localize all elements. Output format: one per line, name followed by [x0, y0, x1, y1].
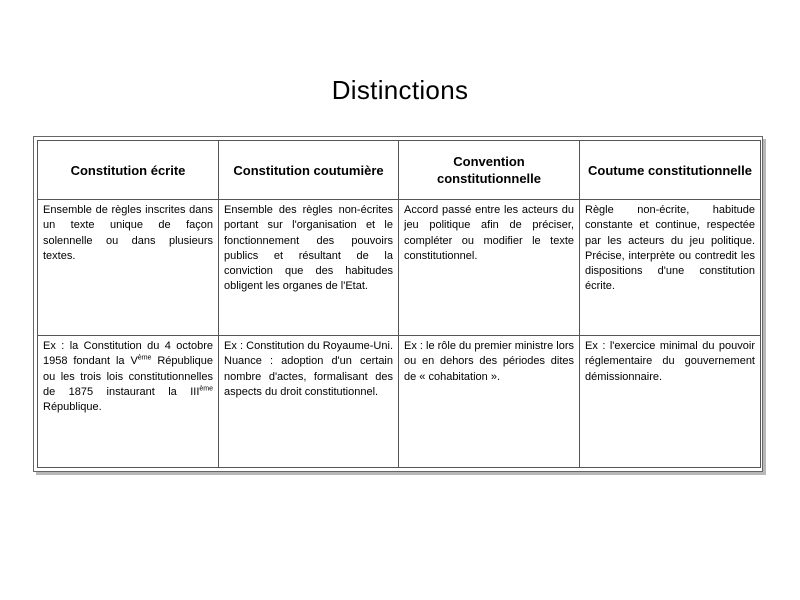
definition-convention-constitutionnelle: Accord passé entre les acteurs du jeu politique afin de préciser, compléter ou modifier le texte constitutionnel.: [399, 200, 580, 336]
header-convention-constitutionnelle: Convention constitutionnelle: [399, 141, 580, 200]
example-text-part: Ex : la Constitution du 4 octobre 1958 fondant la V: [43, 340, 213, 368]
distinctions-table: [37, 140, 761, 468]
example-convention-constitutionnelle: Ex : le rôle du premier ministre lors ou en dehors des périodes dites de « cohabitation ».: [399, 336, 580, 468]
header-coutume-constitutionnelle: Coutume constitutionnelle: [580, 141, 761, 200]
example-constitution-coutumiere: Ex : Constitution du Royaume-Uni. Nuance : adoption d'un certain nombre d'actes, formalisant des aspects du droit constitutionnel.: [219, 336, 399, 468]
definition-coutume-constitutionnelle: Règle non-écrite, habitude constante et continue, respectée par les acteurs du jeu politique. Précise, interprète ou contredit les dispositions d'une constitution écrite.: [580, 200, 761, 336]
page-title: Distinctions: [331, 75, 469, 106]
example-constitution-ecrite: [38, 336, 219, 468]
superscript-ordinal: ème: [199, 385, 213, 393]
superscript-ordinal: ème: [137, 354, 152, 362]
table-row-definitions: [38, 200, 761, 336]
example-text-part: République ou les trois lois constitutionnelles de 1875 instaurant la III: [43, 355, 213, 398]
distinctions-table-frame: [33, 136, 763, 472]
definition-constitution-coutumiere: Ensemble des règles non-écrites portant sur l'organisation et le fonctionnement des pouvoirs publics et résultant de la conviction que des habitudes obligent les organes de l'Etat.: [219, 200, 399, 336]
example-coutume-constitutionnelle: Ex : l'exercice minimal du pouvoir réglementaire du gouvernement démissionnaire.: [580, 336, 761, 468]
definition-constitution-ecrite: Ensemble de règles inscrites dans un texte unique de façon solennelle ou dans plusieurs textes.: [38, 200, 219, 336]
table-row-examples: [38, 336, 761, 468]
header-constitution-ecrite: Constitution écrite: [38, 141, 219, 200]
table-header-row: [38, 141, 761, 200]
header-constitution-coutumiere: Constitution coutumière: [219, 141, 399, 200]
example-text-part: République.: [43, 401, 102, 414]
